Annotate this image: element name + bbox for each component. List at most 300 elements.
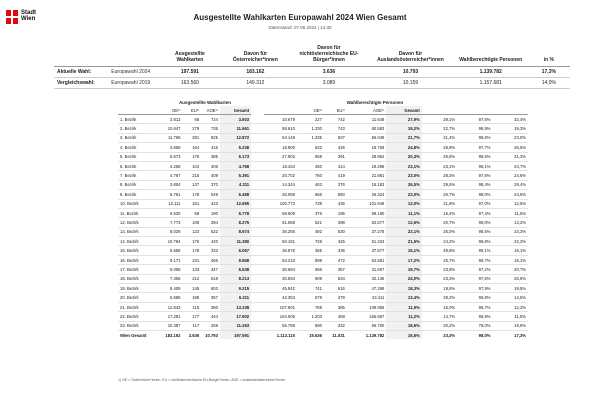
table-row <box>118 124 528 133</box>
district-cell: 24,8% <box>386 143 421 152</box>
district-cell: 55.788 <box>264 321 297 330</box>
district-cell: 37.278 <box>347 227 387 236</box>
district-cell: 99,1% <box>457 246 492 255</box>
district-cell: 62.577 <box>347 218 387 227</box>
district-cell: 2.813 <box>155 115 182 124</box>
district-cell: 227 <box>297 115 324 124</box>
district-cell: 4.258 <box>155 161 182 170</box>
district-col-header: Gesamt <box>386 106 421 115</box>
district-cell: 10.679 <box>264 115 297 124</box>
col-oesterreicher: Davon für Österreicher*innen <box>220 45 290 67</box>
district-header-row <box>118 106 528 115</box>
district-cell: 279 <box>183 124 202 133</box>
district-cell: 19.758 <box>347 143 387 152</box>
district-cell: 11.380 <box>220 237 251 246</box>
district-cell: 739 <box>297 199 324 208</box>
district-cell: 26,5% <box>386 180 421 189</box>
district-cell: 13,2% <box>493 218 528 227</box>
district-cell: 22,7% <box>422 124 457 133</box>
district-cell: 108.955 <box>347 302 387 311</box>
district-cell: 154.006 <box>264 312 297 321</box>
district-cell: 385 <box>201 152 220 161</box>
district-col-header: OE¹⁾ <box>155 106 182 115</box>
table-row <box>118 152 528 161</box>
table-row <box>118 199 528 208</box>
district-cell: 12,5% <box>493 199 528 208</box>
district-name: 2. Bezirk <box>118 124 155 133</box>
total-row <box>118 330 528 339</box>
district-cell: 19,2% <box>386 124 421 133</box>
district-cell: 98,0% <box>457 190 492 199</box>
district-cell: 56.048 <box>347 133 387 142</box>
district-cell: 391 <box>324 152 347 161</box>
district-cell: 444 <box>201 312 220 321</box>
district-cell: 549 <box>201 190 220 199</box>
district-cell: 198 <box>183 293 202 302</box>
district-cell: 97,7% <box>457 143 492 152</box>
district-cell: 59.180 <box>347 208 387 217</box>
district-cell: 23,3% <box>422 274 457 283</box>
district-cell: 376 <box>297 208 324 217</box>
district-cell: 24,6% <box>493 171 528 180</box>
table-row <box>118 115 528 124</box>
district-cell: 20,7% <box>422 218 457 227</box>
district-cell: 231 <box>183 255 202 264</box>
district-cell: 104 <box>183 161 202 170</box>
district-cell: 521 <box>297 218 324 227</box>
district-cell: 3.603 <box>220 115 251 124</box>
district-cell: 419 <box>324 171 347 180</box>
district-cell: 14,5% <box>493 293 528 302</box>
district-cell: 32.136 <box>347 274 387 283</box>
district-cell: 54.581 <box>347 255 387 264</box>
district-cell: 336 <box>324 246 347 255</box>
district-cell: 492 <box>297 227 324 236</box>
district-cell: 20.702 <box>264 171 297 180</box>
district-cell: 10.793 <box>201 330 220 339</box>
district-cell: 379 <box>324 293 347 302</box>
district-cell: 659 <box>297 152 324 161</box>
district-cell: 23,1% <box>422 161 457 170</box>
district-cell: 6.538 <box>220 265 251 274</box>
district-cell: 18.434 <box>264 161 297 170</box>
district-cell: 22,2% <box>493 237 528 246</box>
district-cell: 728 <box>297 237 324 246</box>
district-cell: 37.577 <box>347 246 387 255</box>
district-cell: 11,9% <box>386 302 421 311</box>
district-cell: 5.761 <box>155 190 182 199</box>
district-name: 12. Bezirk <box>118 218 155 227</box>
district-cell: 15.183 <box>347 180 387 189</box>
district-cell: 175 <box>183 152 202 161</box>
district-name: 9. Bezirk <box>118 190 155 199</box>
table-row <box>118 190 528 199</box>
district-cell: 25,6% <box>493 274 528 283</box>
district-cell: 420 <box>201 237 220 246</box>
district-cell: 3.804 <box>155 180 182 189</box>
district-cell: 10.784 <box>155 237 182 246</box>
district-cell: 365 <box>297 246 324 255</box>
district-name: 20. Bezirk <box>118 293 155 302</box>
district-cell: 580 <box>297 321 324 330</box>
district-cell: 679 <box>297 293 324 302</box>
district-cell: 15,0% <box>422 302 457 311</box>
district-cell: 666 <box>297 190 324 199</box>
district-cell: 18.800 <box>264 143 297 152</box>
district-cell: 20,7% <box>493 265 528 274</box>
district-cell: 530 <box>324 227 347 236</box>
district-cell: 436 <box>324 199 347 208</box>
col-percent: in % <box>528 45 570 67</box>
district-cell: 13,4% <box>386 293 421 302</box>
district-cell: 9.171 <box>155 255 182 264</box>
district-cell: 23,0% <box>386 171 421 180</box>
district-cell: 409 <box>201 171 220 180</box>
summary-row <box>54 67 570 78</box>
district-cell: 1.203 <box>297 312 324 321</box>
district-cell: 23,9% <box>422 265 457 274</box>
table-row <box>118 265 528 274</box>
district-cell: 19,3% <box>493 124 528 133</box>
row-label: Aktuelle Wahl: <box>54 67 108 78</box>
district-cell: 145 <box>183 284 202 293</box>
district-cell: 769 <box>297 302 324 311</box>
district-cell: 29,1% <box>422 115 457 124</box>
district-cell: 5.391 <box>220 171 251 180</box>
district-cell: 14,7% <box>422 312 457 321</box>
district-cell: 25,0% <box>422 227 457 236</box>
district-cell: 97,2% <box>457 265 492 274</box>
district-name: 23. Bezirk <box>118 321 155 330</box>
district-cell: 98,7% <box>457 302 492 311</box>
district-cell: 16,1% <box>493 246 528 255</box>
district-cell: 16,5% <box>386 330 421 339</box>
district-cell: 416 <box>201 143 220 152</box>
district-cell: 15.636 <box>297 330 324 339</box>
district-name: 17. Bezirk <box>118 265 155 274</box>
district-cell: 215 <box>183 171 202 180</box>
district-name: 19. Bezirk <box>118 284 155 293</box>
district-cell: 743 <box>324 124 347 133</box>
district-cell: 50.181 <box>264 237 297 246</box>
district-cell: 463 <box>297 180 324 189</box>
logo-line-1: Stadt <box>21 10 36 16</box>
district-cell: 97,6% <box>457 115 492 124</box>
district-cell: 909 <box>297 274 324 283</box>
district-cell: 12.111 <box>155 199 182 208</box>
district-cell: 61.658 <box>264 218 297 227</box>
district-cell: 178 <box>183 246 202 255</box>
district-cell: 11,2% <box>386 312 421 321</box>
summary-cell: 10.159 <box>367 78 453 89</box>
district-cell: 21,7% <box>386 133 421 142</box>
district-cell: 12,6% <box>386 218 421 227</box>
col-ausland: Davon für Auslandsösterreicher*innen <box>367 45 453 67</box>
district-cell: 11,5% <box>493 208 528 217</box>
district-cell: 98,9% <box>457 124 492 133</box>
district-cell: 1.139.782 <box>347 330 387 339</box>
footnote: 1) OE = Österreicher*innen, EU = nichtösterreichische EU-Bürger*innen, AOE = Auslandsösterreicher*innen <box>118 378 286 382</box>
district-cell: 18,3% <box>386 284 421 293</box>
summary-header-row <box>54 45 570 67</box>
summary-cell: 183.162 <box>220 67 290 78</box>
district-cell: 97,4% <box>457 208 492 217</box>
district-cell: 5.673 <box>155 152 182 161</box>
district-cell: 97,9% <box>457 284 492 293</box>
district-cell: 26,5% <box>493 143 528 152</box>
table-row <box>118 312 528 321</box>
district-col-header <box>264 106 297 115</box>
summary-cell: 149.312 <box>220 78 290 89</box>
table-row <box>118 237 528 246</box>
district-cell: 13.338 <box>220 302 251 311</box>
district-cell: 29,6% <box>422 180 457 189</box>
district-cell: 19,9% <box>493 321 528 330</box>
summary-cell: 14,0% <box>528 78 570 89</box>
district-cell: 98,7% <box>457 255 492 264</box>
district-cell: 458 <box>324 312 347 321</box>
district-cell: 5.556 <box>155 246 182 255</box>
election-name: Europawahl 2019 <box>108 78 159 89</box>
district-cell: 15,4% <box>422 208 457 217</box>
district-cell: 176 <box>183 237 202 246</box>
district-cell: 31.607 <box>347 265 387 274</box>
district-cell: 406 <box>201 161 220 170</box>
district-cell: 4.767 <box>155 171 182 180</box>
district-cell: 616 <box>324 284 347 293</box>
district-cell: 21,4% <box>422 133 457 142</box>
district-name: 3. Bezirk <box>118 133 155 142</box>
district-cell: 97,5% <box>457 274 492 283</box>
district-name: 11. Bezirk <box>118 208 155 217</box>
district-cell: 60.583 <box>347 124 387 133</box>
district-cell: 5.686 <box>155 293 182 302</box>
district-cell: 11,1% <box>386 208 421 217</box>
district-cell: 281 <box>183 133 202 142</box>
district-name: 7. Bezirk <box>118 171 155 180</box>
district-cell: 7.773 <box>155 218 182 227</box>
district-cell: 380 <box>201 302 220 311</box>
district-col-header <box>422 106 457 115</box>
district-cell: 19,5% <box>493 284 528 293</box>
district-cell: 347 <box>201 265 220 274</box>
district-cell: 17,3% <box>493 330 528 339</box>
group-ausgestellte: Ausgestellte Wahlkarten <box>178 100 232 105</box>
district-cell: 23,3% <box>422 330 457 339</box>
district-cell: 96,9% <box>457 312 492 321</box>
table-row <box>118 133 528 142</box>
district-cell: 183.162 <box>155 330 182 339</box>
district-cell: 11.263 <box>220 321 251 330</box>
district-col-header <box>493 106 528 115</box>
district-cell: 376 <box>324 180 347 189</box>
district-cell: 357 <box>324 265 347 274</box>
district-cell: 1.335 <box>297 133 324 142</box>
district-cell: 97,0% <box>457 199 492 208</box>
district-cell: 532 <box>297 143 324 152</box>
district-cell: 6.058 <box>155 265 182 274</box>
district-cell: 9.868 <box>220 255 251 264</box>
district-cell: 825 <box>201 133 220 142</box>
district-cell: 12,0% <box>386 199 421 208</box>
district-cell: 28,3% <box>422 171 457 180</box>
district-cell: 18,1% <box>493 255 528 264</box>
district-cell: 133 <box>183 265 202 274</box>
page-title: Ausgestellte Wahlkarten Europawahl 2024 Wien Gesamt <box>193 13 407 22</box>
district-cell: 332 <box>324 321 347 330</box>
district-cell: 98,0% <box>457 330 492 339</box>
group-wahlberechtigte: Wahlberechtigte Personen <box>346 100 404 105</box>
summary-cell: 163.560 <box>160 78 221 89</box>
district-cell: 560 <box>324 190 347 199</box>
district-cell: 14.344 <box>264 180 297 189</box>
district-cell: 19,7% <box>386 265 421 274</box>
district-cell: 28,9% <box>422 143 457 152</box>
district-cell: 54.148 <box>264 133 297 142</box>
district-cell: 115 <box>183 302 202 311</box>
district-cell: 724 <box>201 115 220 124</box>
district-cell: 108 <box>183 218 202 227</box>
district-cell: 117 <box>183 321 202 330</box>
table-row <box>118 161 528 170</box>
col-ausgestellte: Ausgestellte Wahlkarten <box>160 45 221 67</box>
district-cell: 367 <box>201 293 220 302</box>
summary-table <box>54 45 570 89</box>
district-cell: 9.215 <box>220 284 251 293</box>
district-cell: 107.801 <box>264 302 297 311</box>
district-name: 13. Bezirk <box>118 227 155 236</box>
table-row <box>118 218 528 227</box>
district-cell: 177 <box>183 312 202 321</box>
district-cell: 11.661 <box>220 124 251 133</box>
district-cell: 19,6% <box>422 284 457 293</box>
district-cell: 178 <box>183 190 202 199</box>
district-cell: 29,2% <box>422 293 457 302</box>
district-cell: 42.353 <box>264 293 297 302</box>
district-name: 4. Bezirk <box>118 143 155 152</box>
district-cell: 414 <box>324 161 347 170</box>
district-cell: 24,0% <box>386 274 421 283</box>
district-cell: 98,5% <box>457 227 492 236</box>
district-cell: 450 <box>297 161 324 170</box>
district-cell: 3.636 <box>183 330 202 339</box>
district-cell: 47.299 <box>347 284 387 293</box>
district-cell: 28,4% <box>493 180 528 189</box>
district-cell: 12.872 <box>220 133 251 142</box>
row-label: Vergleichswahl: <box>54 78 108 89</box>
district-cell: 161 <box>183 199 202 208</box>
district-cell: 12,2% <box>493 302 528 311</box>
district-cell: 741 <box>297 284 324 293</box>
district-name: Wien Gesamt <box>118 330 155 339</box>
district-cell: 58 <box>183 208 202 217</box>
district-cell: 618 <box>201 274 220 283</box>
district-cell: 12.695 <box>220 199 251 208</box>
district-cell: 28.952 <box>347 152 387 161</box>
table-row <box>118 171 528 180</box>
district-cell: 556 <box>297 265 324 274</box>
district-name: 5. Bezirk <box>118 152 155 161</box>
table-row <box>118 321 528 330</box>
table-row <box>118 227 528 236</box>
district-cell: 212 <box>183 274 202 283</box>
district-cell: 6.173 <box>220 152 251 161</box>
summary-row <box>54 78 570 89</box>
district-col-header: EU¹⁾ <box>324 106 347 115</box>
district-cell: 18,6% <box>386 321 421 330</box>
col-eu-buerger: Davon für nichtösterreichische EU-Bürger*innen <box>291 45 368 67</box>
district-cell: 4.311 <box>220 180 251 189</box>
district-name: 22. Bezirk <box>118 312 155 321</box>
district-col-header: EU¹⁾ <box>183 106 202 115</box>
summary-cell: 17,3% <box>528 67 570 78</box>
district-cell: 20,3% <box>386 152 421 161</box>
district-cell: 466 <box>201 255 220 264</box>
district-cell: 742 <box>324 115 347 124</box>
district-cell: 634 <box>324 274 347 283</box>
district-cell: 398 <box>324 218 347 227</box>
table-row <box>118 255 528 264</box>
district-cell: 66 <box>183 115 202 124</box>
summary-cell: 1.139.782 <box>454 67 528 78</box>
district-cell: 837 <box>324 133 347 142</box>
district-name: 18. Bezirk <box>118 274 155 283</box>
district-col-header <box>457 106 492 115</box>
district-cell: 8.409 <box>155 284 182 293</box>
district-name: 14. Bezirk <box>118 237 155 246</box>
district-cell: 154 <box>183 143 202 152</box>
district-cell: 15,1% <box>386 246 421 255</box>
district-cell: 6.778 <box>220 208 251 217</box>
district-cell: 78,0% <box>457 321 492 330</box>
district-cell: 8.275 <box>220 218 251 227</box>
district-cell: 101.948 <box>347 199 387 208</box>
district-cell: 12.843 <box>155 302 182 311</box>
district-cell: 603 <box>201 284 220 293</box>
district-cell: 27.902 <box>264 152 297 161</box>
district-cell: 96,8% <box>457 293 492 302</box>
district-cell: 11.766 <box>155 133 182 142</box>
district-cell: 10.647 <box>155 124 182 133</box>
summary-cell: 10.793 <box>367 67 453 78</box>
table-row <box>118 302 528 311</box>
district-cell: 22,1% <box>386 227 421 236</box>
district-cell: 23,0% <box>493 133 528 142</box>
district-cell: 4.768 <box>220 161 251 170</box>
district-col-header: OE¹⁾ <box>297 106 324 115</box>
district-cell: 760 <box>297 171 324 180</box>
table-row <box>118 246 528 255</box>
district-cell: 98,8% <box>457 237 492 246</box>
district-cell: 24,6% <box>493 190 528 199</box>
district-cell: 259 <box>201 321 220 330</box>
district-cell: 53.210 <box>264 255 297 264</box>
district-cell: 17.902 <box>220 312 251 321</box>
district-cell: 8.029 <box>155 227 182 236</box>
district-cell: 1.230 <box>297 124 324 133</box>
district-cell: 27,9% <box>386 115 421 124</box>
district-cell: 23,3% <box>493 227 528 236</box>
district-cell: 333 <box>201 246 220 255</box>
district-cell: 24,7% <box>493 161 528 170</box>
district-col-header: AOE¹⁾ <box>201 106 220 115</box>
district-cell: 197.591 <box>220 330 251 339</box>
district-cell: 370 <box>201 180 220 189</box>
district-cell: 385 <box>324 302 347 311</box>
table-row <box>118 208 528 217</box>
district-cell: 30.593 <box>264 274 297 283</box>
district-name: 1. Bezirk <box>118 115 155 124</box>
